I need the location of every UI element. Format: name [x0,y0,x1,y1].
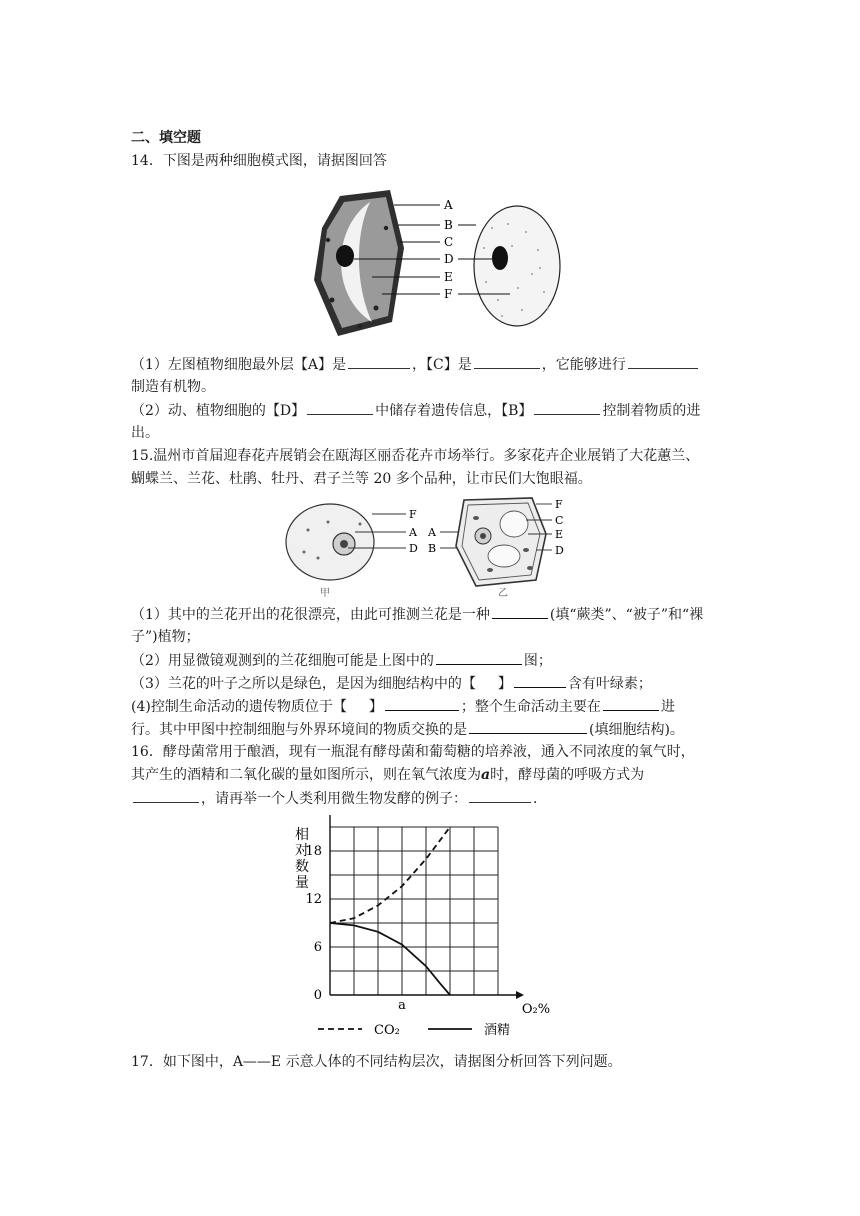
q15-stem-line2: 蝴蝶兰、兰花、杜鹃、牡丹、君子兰等 20 多个品种，让市民们大饱眼福。 [131,471,592,487]
q14-label-d: D [444,252,454,266]
section-title: 二、填空题 [131,130,201,146]
yi-left-label-b: B [428,542,437,555]
q14-blank-a[interactable] [348,354,410,369]
yi-label-c: C [555,514,564,527]
q16-variable-a: a [481,767,491,783]
x-axis-arrow [516,991,524,999]
q14-label-f: F [444,287,453,301]
q15-cell-figure [278,494,578,604]
q15-blank-cytoplasm[interactable] [603,696,659,711]
caption-yi: 乙 [498,588,508,599]
yi-label-f: F [555,498,563,511]
jia-label-a: A [409,526,417,539]
y-axis-label-char: 对 [295,843,309,859]
y-tick-label: 6 [313,940,322,955]
q14-cell-figure [312,188,572,344]
yi-left-label-a: A [428,526,436,539]
q14-blank-c[interactable] [474,354,540,369]
q16-blank-example[interactable] [469,788,531,803]
q15-blank-figure[interactable] [436,650,522,665]
chart-svg [282,815,572,1045]
q15-part3: （3）兰花的叶子之所以是绿色，是因为细胞结构中的【 】 含有叶绿素； [131,673,652,694]
x-tick-label: a [398,998,406,1013]
q15-part4-line1: (4)控制生命活动的遗传物质位于【 】 ；整个生命活动主要在 进 [131,696,675,717]
jia-cell [286,504,374,580]
y-tick-label: 12 [305,892,322,907]
series-alcohol-line [330,923,450,995]
q15-blank-nucleus[interactable] [385,696,459,711]
legend-label: 酒精 [484,1023,511,1038]
q14-part2-line1: （2）动、植物细胞的【D】 中储存着遗传信息，【B】 控制着物质的进 [131,400,700,421]
q14-label-e: E [444,270,453,284]
q16-stem-line1: 16．酵母菌常用于酿酒，现有一瓶混有酵母菌和葡萄糖的培养液，通入不同浓度的氧气时， [131,744,695,760]
q14-blank-d[interactable] [307,400,373,415]
y-tick-label: 18 [305,844,322,859]
q15-blank-membrane[interactable] [469,719,587,734]
q14-blank-process[interactable] [628,354,698,369]
plant-cell-nucleus [336,245,354,267]
q15-part1-line1: （1）其中的兰花开出的花很漂亮，由此可推测兰花是一种 (填“蕨类”、“被子”和“裸 [131,604,703,625]
q14-part1-line1: （1）左图植物细胞最外层【A】是 ，【C】是 ，它能够进行 [131,354,700,375]
q14-part2-line2: 出。 [131,425,159,441]
y-axis-label-char: 数 [295,859,309,875]
legend-label: CO₂ [374,1023,400,1038]
yi-vacuole [500,511,528,537]
q16-stem-line3: ，请再举一个人类利用微生物发酵的例子： . [131,788,537,809]
jia-label-f: F [409,508,417,521]
animal-cell-nucleus [492,246,508,270]
q15-part1-line2: 子”)植物； [131,629,200,645]
q16-blank-respiration[interactable] [133,788,199,803]
caption-jia: 甲 [320,588,330,599]
q14-stem: 14．下图是两种细胞模式图，请据图回答 [131,153,387,169]
jia-label-d: D [409,542,418,555]
y-axis-label-char: 量 [295,875,309,891]
q14-label-c: C [444,235,454,249]
y-axis-label-char: 相 [295,827,309,843]
yi-cell-wall [456,498,546,586]
q16-stem-line2: 其产生的酒精和二氧化碳的量如图所示，则在氧气浓度为a时，酵母菌的呼吸方式为 [131,767,645,783]
q14-label-a: A [444,198,453,212]
q17-stem: 17．如下图中，A——E 示意人体的不同结构层次，请据图分析回答下列问题。 [131,1054,622,1070]
q15-blank-chloroplast[interactable] [514,673,566,688]
q15-stem-line1: 15.温州市首届迎春花卉展销会在瓯海区丽岙花卉市场举行。多家花卉企业展销了大花蕙兰、 [131,448,700,464]
yi-label-e: E [555,528,564,541]
q14-blank-b[interactable] [534,400,600,415]
q14-label-b: B [444,218,453,232]
q15-part2: （2）用显微镜观测到的兰花细胞可能是上图中的 图； [131,650,552,671]
yi-label-d: D [555,544,564,557]
x-axis-label: O₂% [521,1002,551,1017]
q14-part1-line2: 制造有机物。 [131,379,215,395]
q15-part4-line2: 行。其中甲图中控制细胞与外界环境间的物质交换的是 (填细胞结构)。 [131,719,684,740]
y-tick-label: 0 [313,988,322,1003]
q15-blank-plant-type[interactable] [492,604,548,619]
q16-chart [282,815,572,1049]
